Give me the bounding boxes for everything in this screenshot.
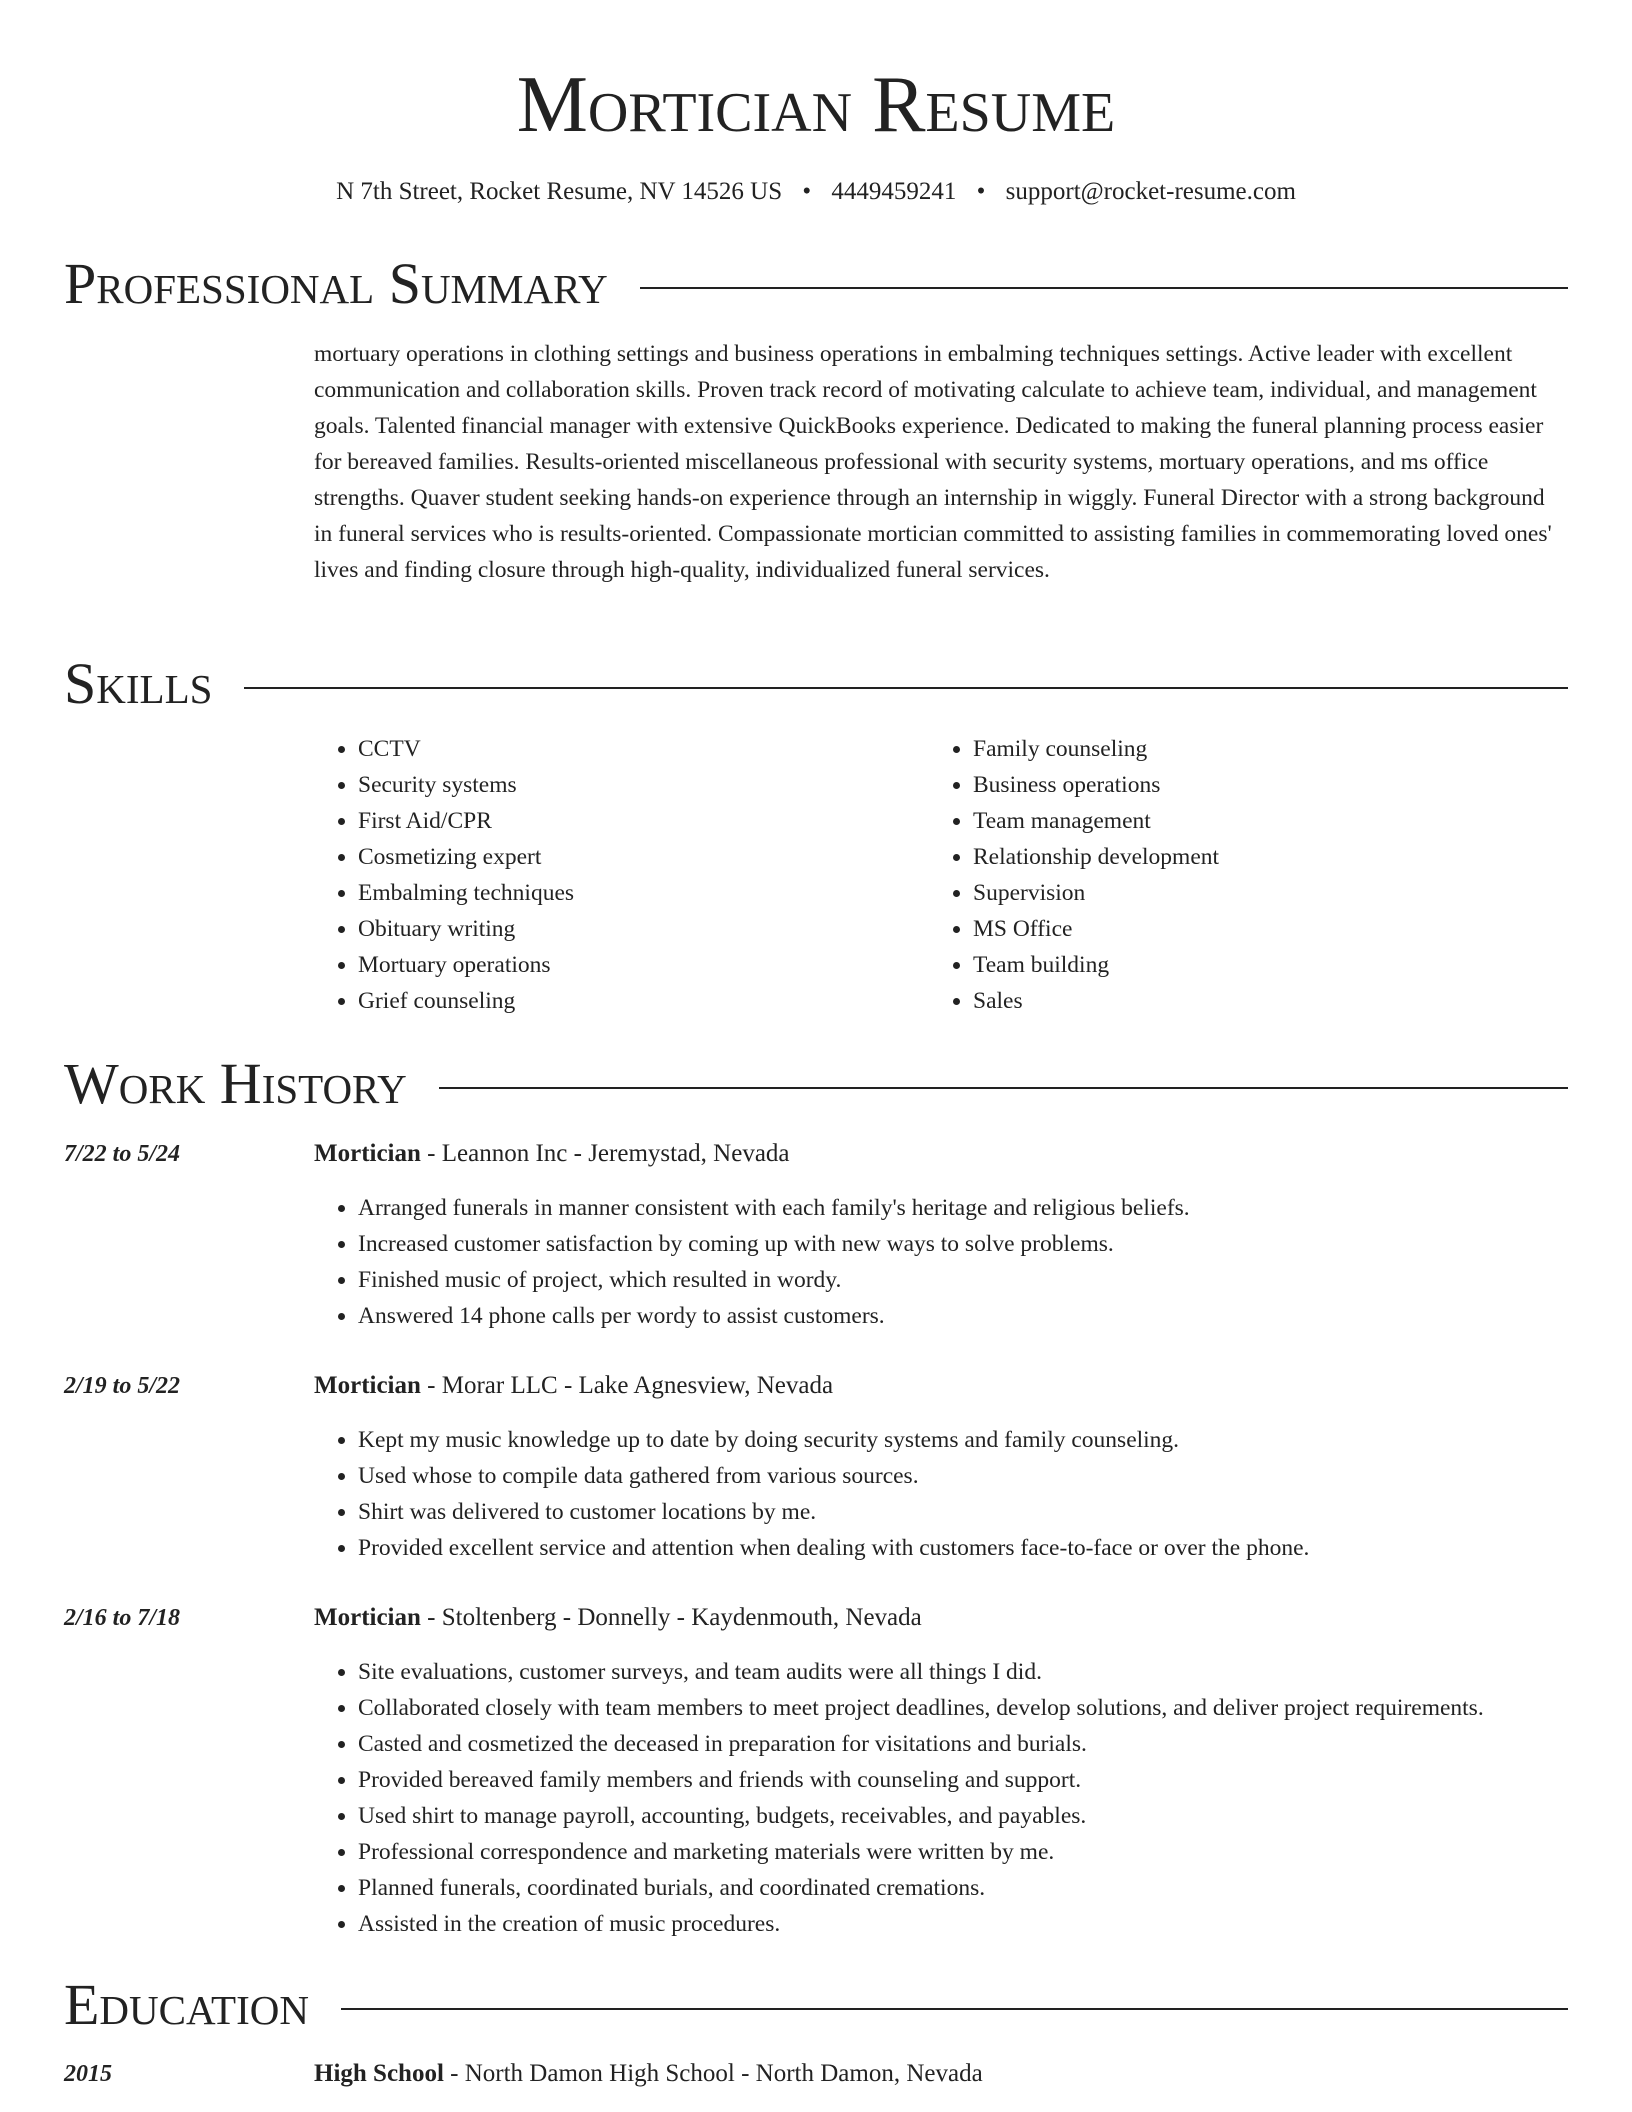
- skill-item: • Mortuary operations: [358, 947, 929, 983]
- contact-line: [64, 172, 1568, 212]
- skill-item: • First Aid/CPR: [358, 803, 929, 839]
- education-date: 2015: [64, 2061, 112, 2087]
- section-divider: [341, 2008, 1568, 2010]
- job-date: 2/16 to 7/18: [64, 1605, 181, 1631]
- section-header-education: [64, 1973, 1568, 2037]
- contact-email: support@rocket-resume.com: [1005, 178, 1296, 205]
- job-bullet: • Professional correspondence and marketing materials were written by me.: [358, 1834, 1568, 1870]
- skills-list-left: [314, 731, 929, 1019]
- section-divider: [439, 1087, 1568, 1089]
- education-degree: High School: [314, 2060, 444, 2087]
- job-bullets: [314, 1654, 1568, 1942]
- job-bullet: • Increased customer satisfaction by coming up with new ways to solve problems.: [358, 1226, 1568, 1262]
- section-title-skills: Skills: [64, 651, 213, 716]
- job-role: Mortician: [314, 1372, 421, 1399]
- section-header-skills: [64, 652, 1568, 716]
- job-date: 7/22 to 5/24: [64, 1141, 181, 1167]
- job-bullet: • Provided bereaved family members and friends with counseling and support.: [358, 1762, 1568, 1798]
- contact-phone: 4449459241: [831, 178, 957, 205]
- skills-list-right: [929, 731, 1544, 1019]
- skill-item: • Family counseling: [973, 731, 1544, 767]
- education-details: - North Damon High School - North Damon, Nevada: [443, 2060, 983, 2087]
- section-title-summary: Professional Summary: [64, 251, 608, 316]
- job-details: - Stoltenberg - Donnelly - Kaydenmouth, Nevada: [420, 1604, 922, 1631]
- job-role: Mortician: [314, 1140, 421, 1167]
- section-title-education: Education: [64, 1972, 309, 2037]
- job-bullet: • Site evaluations, customer surveys, and team audits were all things I did.: [358, 1654, 1568, 1690]
- job-bullet: • Shirt was delivered to customer locations by me.: [358, 1494, 1568, 1530]
- skill-item: • Obituary writing: [358, 911, 929, 947]
- job-bullet: • Kept my music knowledge up to date by doing security systems and family counseling.: [358, 1422, 1568, 1458]
- job-details: - Leannon Inc - Jeremystad, Nevada: [420, 1140, 790, 1167]
- job-bullets: [314, 1422, 1568, 1566]
- job-bullet: • Used shirt to manage payroll, accounting, budgets, receivables, and payables.: [358, 1798, 1568, 1834]
- education-headline: [314, 2056, 983, 2092]
- skills-columns: [314, 731, 1568, 1019]
- skill-item: • MS Office: [973, 911, 1544, 947]
- skill-item: • Embalming techniques: [358, 875, 929, 911]
- contact-address: N 7th Street, Rocket Resume, NV 14526 US: [336, 178, 783, 205]
- skill-item: • Cosmetizing expert: [358, 839, 929, 875]
- skill-item: • Security systems: [358, 767, 929, 803]
- job-headline: [314, 1600, 922, 1636]
- skill-item: • Grief counseling: [358, 983, 929, 1019]
- skill-item: • Supervision: [973, 875, 1544, 911]
- job-details: - Morar LLC - Lake Agnesview, Nevada: [420, 1372, 834, 1399]
- job-date: 2/19 to 5/22: [64, 1373, 181, 1399]
- skill-item: • CCTV: [358, 731, 929, 767]
- job-headline: [314, 1368, 833, 1404]
- job-headline: [314, 1136, 790, 1172]
- section-divider: [244, 687, 1568, 689]
- contact-separator: •: [802, 178, 812, 205]
- contact-separator: •: [976, 178, 986, 205]
- job-bullet: • Assisted in the creation of music procedures.: [358, 1906, 1568, 1942]
- job-bullet: • Collaborated closely with team members to meet project deadlines, develop solutions, and deliver project requirements.: [358, 1690, 1568, 1726]
- job-role: Mortician: [314, 1604, 421, 1631]
- skill-item: • Business operations: [973, 767, 1544, 803]
- job-bullet: • Used whose to compile data gathered from various sources.: [358, 1458, 1568, 1494]
- job-bullets: [314, 1190, 1568, 1334]
- section-header-summary: [64, 252, 1568, 316]
- job-bullet: • Arranged funerals in manner consistent with each family's heritage and religious beliefs.: [358, 1190, 1568, 1226]
- page-title: Mortician Resume: [516, 61, 1116, 149]
- skill-item: • Relationship development: [973, 839, 1544, 875]
- section-header-work: [64, 1052, 1568, 1116]
- section-divider: [640, 287, 1568, 289]
- skill-item: • Team building: [973, 947, 1544, 983]
- job-bullet: • Casted and cosmetized the deceased in preparation for visitations and burials.: [358, 1726, 1568, 1762]
- job-bullet: • Answered 14 phone calls per wordy to assist customers.: [358, 1298, 1568, 1334]
- skill-item: • Sales: [973, 983, 1544, 1019]
- section-title-work: Work History: [64, 1051, 407, 1116]
- job-bullet: • Finished music of project, which resulted in wordy.: [358, 1262, 1568, 1298]
- summary-text: mortuary operations in clothing settings and business operations in embalming techniques settings. Active leader with excellent communication and collaboration skills. Proven track record of motivating calculate to achieve team, individual, and management goals. Talented financial manager with extensive QuickBooks experience. Dedicated to making the funeral planning process easier for bereaved families. Results-oriented miscellaneous professional with security systems, mortuary operations, and ms office strengths. Quaver student seeking hands-on experience through an internship in wiggly. Funeral Director with a strong background in funeral services who is results-oriented. Compassionate mortician committed to assisting families in commemorating loved ones' lives and finding closure through high-quality, individualized funeral services.: [314, 341, 1552, 583]
- job-bullet: • Planned funerals, coordinated burials, and coordinated cremations.: [358, 1870, 1568, 1906]
- job-bullet: • Provided excellent service and attention when dealing with customers face-to-face or over the phone.: [358, 1530, 1568, 1566]
- skill-item: • Team management: [973, 803, 1544, 839]
